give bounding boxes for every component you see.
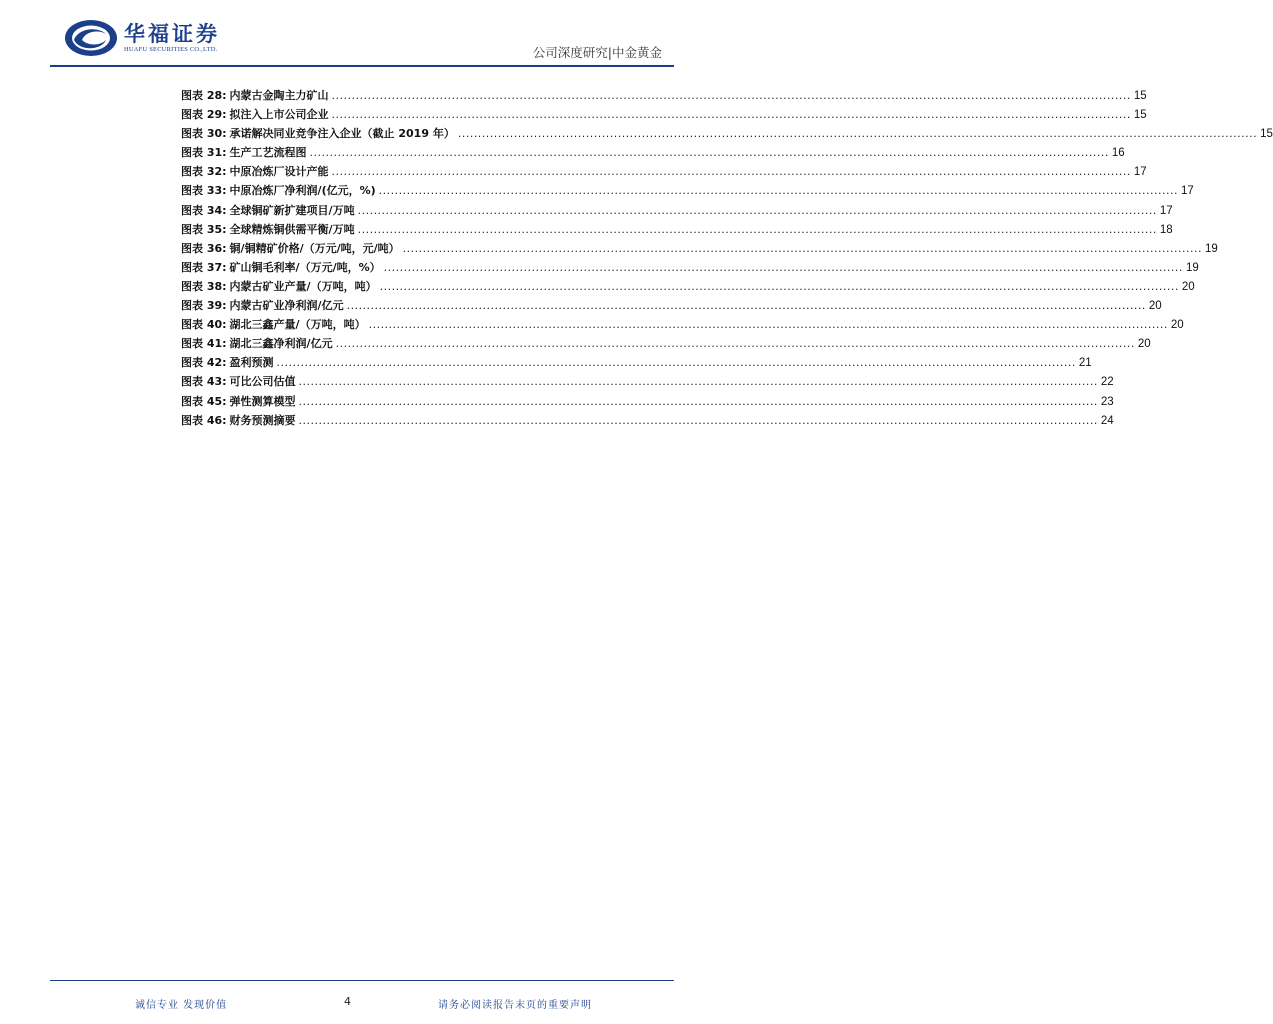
toc-entry[interactable] (181, 220, 1173, 239)
footer-divider (50, 980, 674, 981)
toc-page-number: 20 (1181, 280, 1195, 293)
toc-figure-label: 图表 46: (181, 413, 227, 427)
toc-page-number: 20 (1170, 319, 1184, 332)
toc-leader-dots: ........................................................................................................................................................................................................ (331, 108, 1131, 122)
toc-page-number: 15 (1133, 90, 1147, 102)
toc-figure-title: 全球铜矿新扩建项目/万吨 (229, 203, 355, 217)
toc-leader-dots: ........................................................................................................................................................................................................ (378, 184, 1178, 198)
toc-figure-title: 内蒙古矿业产量/（万吨，吨） (229, 279, 377, 293)
toc-leader-dots: ........................................................................................................................................................................................................ (335, 337, 1135, 351)
toc-entry[interactable] (181, 181, 1194, 200)
toc-figure-label: 图表 43: (181, 375, 227, 389)
toc-page-number: 17 (1159, 204, 1173, 217)
toc-page-number: 24 (1100, 414, 1114, 427)
toc-entry[interactable] (181, 86, 1147, 105)
toc-leader-dots: ........................................................................................................................................................................................................ (357, 203, 1157, 217)
toc-page-number: 20 (1148, 300, 1162, 313)
toc-entry[interactable] (181, 372, 1114, 391)
toc-entry[interactable] (181, 411, 1114, 430)
toc-entry[interactable] (181, 143, 1125, 162)
toc-leader-dots: ........................................................................................................................................................................................................ (383, 260, 1183, 274)
toc-page-number: 19 (1204, 242, 1218, 255)
toc-leader-dots: ........................................................................................................................................................................................................ (379, 279, 1179, 293)
toc-figure-label: 图表 40: (181, 318, 227, 332)
toc-figure-label: 图表 45: (181, 394, 227, 408)
toc-entry[interactable] (181, 296, 1162, 315)
toc-leader-dots: ........................................................................................................................................................................................................ (298, 413, 1098, 427)
toc-figure-title: 拟注入上市公司企业 (229, 108, 329, 122)
toc-figure-label: 图表 34: (181, 203, 227, 217)
toc-figure-title: 可比公司估值 (229, 375, 296, 389)
toc-entry[interactable] (181, 162, 1147, 181)
toc-page-number: 23 (1100, 395, 1114, 408)
toc-leader-dots: ........................................................................................................................................................................................................ (357, 222, 1157, 236)
toc-figure-label: 图表 36: (181, 241, 227, 255)
toc-entry[interactable] (181, 392, 1114, 411)
toc-figure-label: 图表 42: (181, 356, 227, 370)
toc-figure-label: 图表 32: (181, 165, 227, 179)
toc-leader-dots: ........................................................................................................................................................................................................ (368, 318, 1168, 332)
huafu-logo-icon (64, 18, 118, 58)
footer-slogan: 诚信专业 发现价值 (135, 1000, 228, 1011)
toc-page-number: 17 (1180, 185, 1194, 198)
toc-entry[interactable] (181, 201, 1173, 220)
toc-leader-dots: ........................................................................................................................................................................................................ (298, 375, 1098, 389)
toc-figure-title: 湖北三鑫净利润/亿元 (229, 337, 333, 351)
report-type-label: 公司深度研究|中金黄金 (532, 45, 662, 60)
toc-entry[interactable] (181, 239, 1218, 258)
toc-figure-title: 中原冶炼厂净利润/(亿元，%) (229, 184, 376, 198)
toc-figure-title: 承诺解决同业竞争注入企业（截止 2019 年） (229, 127, 455, 141)
toc-figure-title: 铜/铜精矿价格/（万元/吨，元/吨） (229, 241, 400, 255)
toc-figure-title: 湖北三鑫产量/（万吨，吨） (229, 318, 366, 332)
toc-page-number: 15 (1133, 109, 1147, 122)
toc-page-number: 18 (1159, 223, 1173, 236)
toc-figure-label: 图表 30: (181, 127, 227, 141)
toc-leader-dots: ........................................................................................................................................................................................................ (457, 127, 1258, 141)
toc-figure-label: 图表 28: (181, 89, 227, 102)
logo-english-name: HUAFU SECURITIES CO.,LTD. (124, 45, 218, 53)
toc-page-number: 20 (1137, 338, 1151, 351)
toc-figure-label: 图表 39: (181, 299, 227, 313)
toc-page-number: 16 (1111, 147, 1125, 160)
toc-page-number: 15 (1260, 128, 1273, 141)
toc-entry[interactable] (181, 258, 1199, 277)
toc-entry[interactable] (181, 353, 1092, 372)
toc-leader-dots: ........................................................................................................................................................................................................ (276, 356, 1076, 370)
toc-figure-title: 弹性测算模型 (229, 394, 296, 408)
table-of-figures (181, 86, 1273, 430)
page-number: 4 (344, 995, 351, 1008)
toc-entry[interactable] (181, 105, 1147, 124)
toc-figure-title: 内蒙古金陶主力矿山 (229, 89, 329, 102)
logo-chinese-name: 华福证券 (124, 20, 220, 46)
toc-leader-dots: ........................................................................................................................................................................................................ (346, 299, 1146, 313)
toc-figure-title: 盈利预测 (229, 356, 274, 370)
toc-figure-title: 全球精炼铜供需平衡/万吨 (229, 222, 355, 236)
toc-figure-label: 图表 41: (181, 337, 227, 351)
toc-leader-dots: ........................................................................................................................................................................................................ (298, 394, 1098, 408)
toc-page-number: 22 (1100, 376, 1114, 389)
toc-leader-dots: ........................................................................................................................................................................................................ (331, 89, 1131, 102)
toc-figure-title: 矿山铜毛利率/（万元/吨，%） (229, 260, 381, 274)
toc-page-number: 19 (1185, 261, 1199, 274)
toc-figure-label: 图表 29: (181, 108, 227, 122)
toc-figure-label: 图表 35: (181, 222, 227, 236)
toc-page-number: 21 (1078, 357, 1092, 370)
footer-disclaimer: 请务必阅读报告末页的重要声明 (438, 1000, 592, 1011)
toc-figure-label: 图表 31: (181, 146, 227, 160)
toc-figure-title: 财务预测摘要 (229, 413, 296, 427)
toc-figure-title: 生产工艺流程图 (229, 146, 307, 160)
toc-figure-title: 内蒙古矿业净利润/亿元 (229, 299, 344, 313)
toc-entry[interactable] (181, 334, 1151, 353)
page-header (0, 0, 724, 70)
header-divider (50, 65, 674, 67)
toc-figure-label: 图表 33: (181, 184, 227, 198)
toc-figure-label: 图表 37: (181, 260, 227, 274)
toc-page-number: 17 (1133, 166, 1147, 179)
toc-leader-dots: ........................................................................................................................................................................................................ (331, 165, 1131, 179)
toc-leader-dots: ........................................................................................................................................................................................................ (309, 146, 1109, 160)
toc-figure-label: 图表 38: (181, 279, 227, 293)
company-logo (64, 16, 244, 60)
toc-entry[interactable] (181, 315, 1184, 334)
toc-figure-title: 中原冶炼厂设计产能 (229, 165, 329, 179)
toc-entry[interactable] (181, 124, 1273, 143)
toc-entry[interactable] (181, 277, 1195, 296)
toc-leader-dots: ........................................................................................................................................................................................................ (402, 241, 1202, 255)
